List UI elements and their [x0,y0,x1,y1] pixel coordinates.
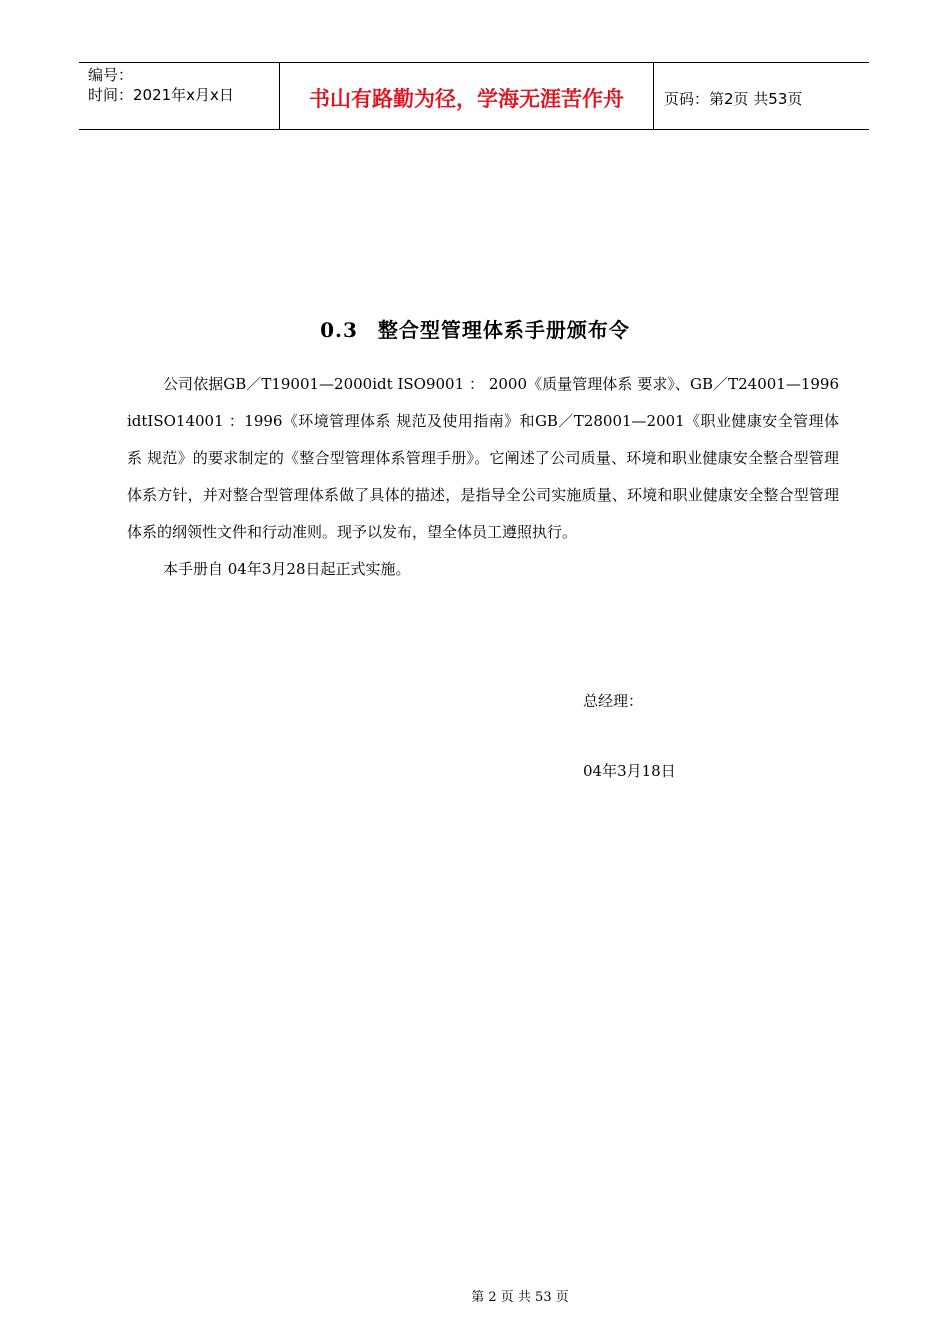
section-number: 0.3 [320,318,358,342]
page-footer: 第 2 页 共 53 页 [471,1290,569,1305]
header-motto: 书山有路勤为径，学海无涯苦作舟 [280,63,654,129]
header-meta [79,63,280,129]
body-paragraph: 公司依据GB／T19001—2000idt ISO9001 ： 2000《质量管理体系 要求》、GB／T24001—1996 idtISO14001 ：1996《环境管理体系 规范及使用指南》和GB／T28001—2001《职业健康安全管理体系 规范》的要求制定的《整合型管理体系管理手册》。它阐述了公司质量、环境和职业健康安全整合型管理体系方针，并对整合型管理体系做了具体的描述，是指导全公司实施质量、环境和职业健康安全整合型管理体系的纲领性文件和行动准则。现予以发布，望全体员工遵照执行。 [127,375,839,541]
title-text: 整合型管理体系手册颁布令 [377,318,630,342]
header-table [79,62,869,130]
sign-date: 04年3月18日 [583,762,676,780]
signer-label: 总经理： [583,692,644,710]
body-paragraph: 本手册自 04年3月28日起正式实施。 [163,560,411,578]
document-body [127,366,839,588]
number-label: 编号： [88,66,134,84]
time-label: 时间：2021年x月x日 [88,86,234,104]
header-page-info: 页码：第2页 共53页 [664,89,803,108]
document-title [0,314,950,343]
